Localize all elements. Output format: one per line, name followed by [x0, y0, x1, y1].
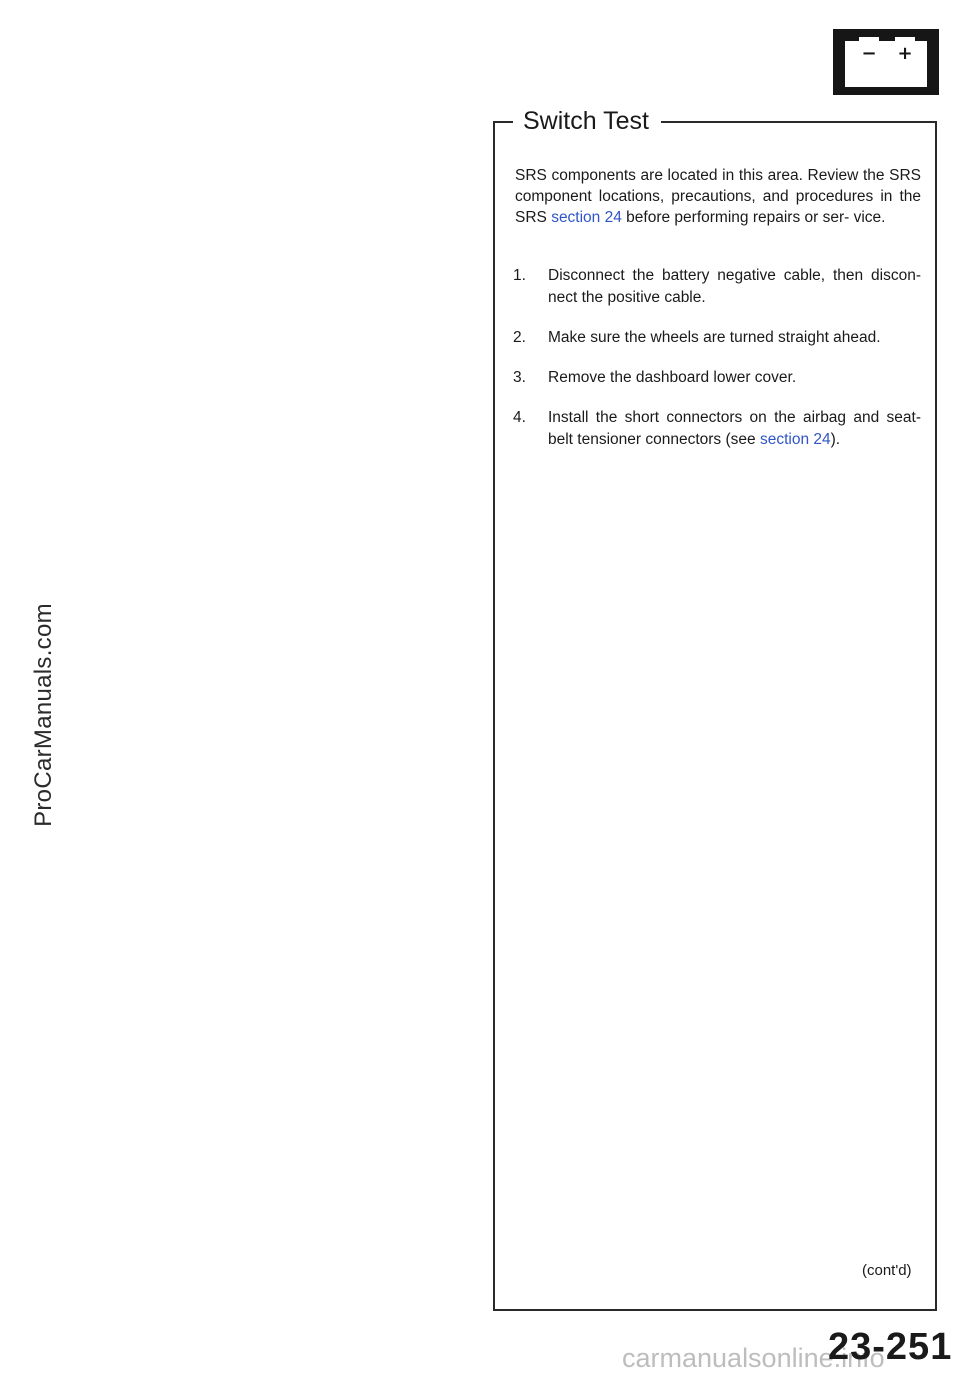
- battery-minus: −: [861, 43, 877, 64]
- step-number: 1.: [513, 267, 526, 284]
- step-item: [513, 407, 921, 451]
- step-text: Remove the dashboard lower cover.: [548, 369, 797, 386]
- step-item: [513, 265, 921, 309]
- step-item: [513, 367, 921, 389]
- step-number: 2.: [513, 329, 526, 346]
- step-number: 3.: [513, 369, 526, 386]
- srs-warning-text: SRS components are located in this area. Review the SRS component locations, precautions, and procedures in the SRS: [515, 167, 921, 226]
- step-text-end: ).: [830, 431, 841, 448]
- step-text: Install the short connectors on the airbag and seat- belt tensioner connectors (see: [548, 409, 921, 448]
- step-item: [513, 327, 921, 349]
- step-number: 4.: [513, 409, 526, 426]
- side-watermark: ProCarManuals.com: [30, 603, 57, 827]
- battery-plus: +: [897, 43, 913, 64]
- srs-warning-text-end: before performing repairs or ser- vice.: [621, 209, 886, 226]
- step-text: Make sure the wheels are turned straight ahead.: [548, 329, 881, 346]
- page-number: 23-251: [828, 1326, 953, 1368]
- continued-label: (cont'd): [862, 1262, 912, 1279]
- srs-warning-paragraph: [515, 165, 921, 228]
- section-24-link[interactable]: section 24: [759, 431, 831, 448]
- battery-icon: [833, 29, 939, 95]
- section-24-link[interactable]: section 24: [551, 209, 622, 226]
- section-title: Switch Test: [513, 104, 661, 138]
- footer-watermark: carmanualsonline.info: [622, 1343, 885, 1373]
- procedure-steps: [513, 265, 921, 469]
- step-text: Disconnect the battery negative cable, then discon- nect the positive cable.: [548, 267, 921, 306]
